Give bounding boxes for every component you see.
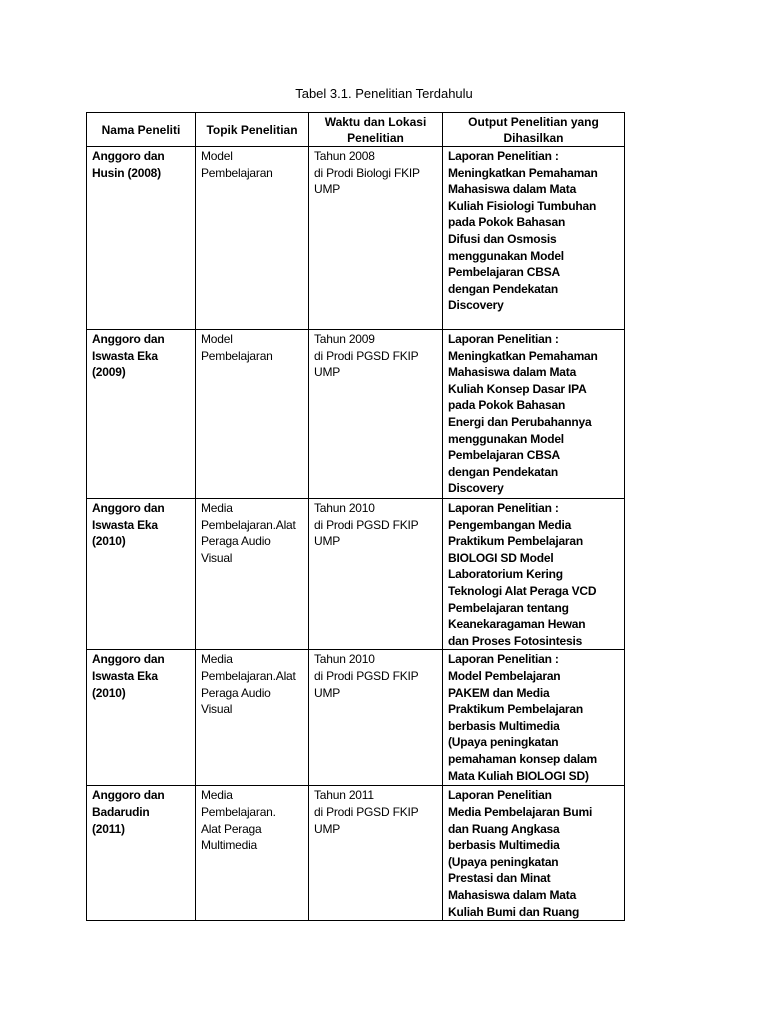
header-row [87,113,625,147]
cell-name: Anggoro dan Iswasta Eka (2009) [87,330,196,499]
research-table [86,112,625,921]
cell-topic: Model Pembelajaran [196,147,309,330]
table-caption: Tabel 3.1. Penelitian Terdahulu [295,86,473,101]
table-row [87,650,625,786]
cell-output: Laporan Penelitian : Meningkatkan Pemahaman Mahasiswa dalam Mata Kuliah Fisiologi Tumbuhan pada Pokok Bahasan Difusi dan Osmosis menggunakan Model Pembelajaran CBSA dengan Pendekatan Discovery [443,147,625,330]
cell-time-location: Tahun 2008 di Prodi Biologi FKIP UMP [309,147,443,330]
header-output: Output Penelitian yang Dihasilkan [443,113,625,147]
cell-output: Laporan Penelitian : Meningkatkan Pemahaman Mahasiswa dalam Mata Kuliah Konsep Dasar IPA pada Pokok Bahasan Energi dan Perubahannya menggunakan Model Pembelajaran CBSA dengan Pendekatan Discovery [443,330,625,499]
table-row [87,499,625,650]
cell-topic: Model Pembelajaran [196,330,309,499]
cell-output: Laporan Penelitian : Model Pembelajaran PAKEM dan Media Praktikum Pembelajaran berbasis Multimedia (Upaya peningkatan pemahaman konsep dalam Mata Kuliah BIOLOGI SD) [443,650,625,786]
header-topik-penelitian: Topik Penelitian [196,113,309,147]
table-header [87,113,625,147]
table-row [87,786,625,921]
cell-name: Anggoro dan Badarudin (2011) [87,786,196,921]
cell-output: Laporan Penelitian Media Pembelajaran Bumi dan Ruang Angkasa berbasis Multimedia (Upaya peningkatan Prestasi dan Minat Mahasiswa dalam Mata Kuliah Bumi dan Ruang [443,786,625,921]
table-body [87,147,625,921]
cell-name: Anggoro dan Iswasta Eka (2010) [87,650,196,786]
cell-topic: Media Pembelajaran.Alat Peraga Audio Visual [196,650,309,786]
table-row [87,147,625,330]
cell-output: Laporan Penelitian : Pengembangan Media Praktikum Pembelajaran BIOLOGI SD Model Laboratorium Kering Teknologi Alat Peraga VCD Pembelajaran tentang Keanekaragaman Hewan dan Proses Fotosintesis [443,499,625,650]
cell-topic: Media Pembelajaran.Alat Peraga Audio Visual [196,499,309,650]
header-nama-peneliti: Nama Peneliti [87,113,196,147]
cell-time-location: Tahun 2009 di Prodi PGSD FKIP UMP [309,330,443,499]
cell-time-location: Tahun 2011 di Prodi PGSD FKIP UMP [309,786,443,921]
cell-topic: Media Pembelajaran. Alat Peraga Multimedia [196,786,309,921]
table-row [87,330,625,499]
cell-name: Anggoro dan Iswasta Eka (2010) [87,499,196,650]
cell-time-location: Tahun 2010 di Prodi PGSD FKIP UMP [309,650,443,786]
cell-name: Anggoro dan Husin (2008) [87,147,196,330]
header-waktu-lokasi: Waktu dan Lokasi Penelitian [309,113,443,147]
cell-time-location: Tahun 2010 di Prodi PGSD FKIP UMP [309,499,443,650]
